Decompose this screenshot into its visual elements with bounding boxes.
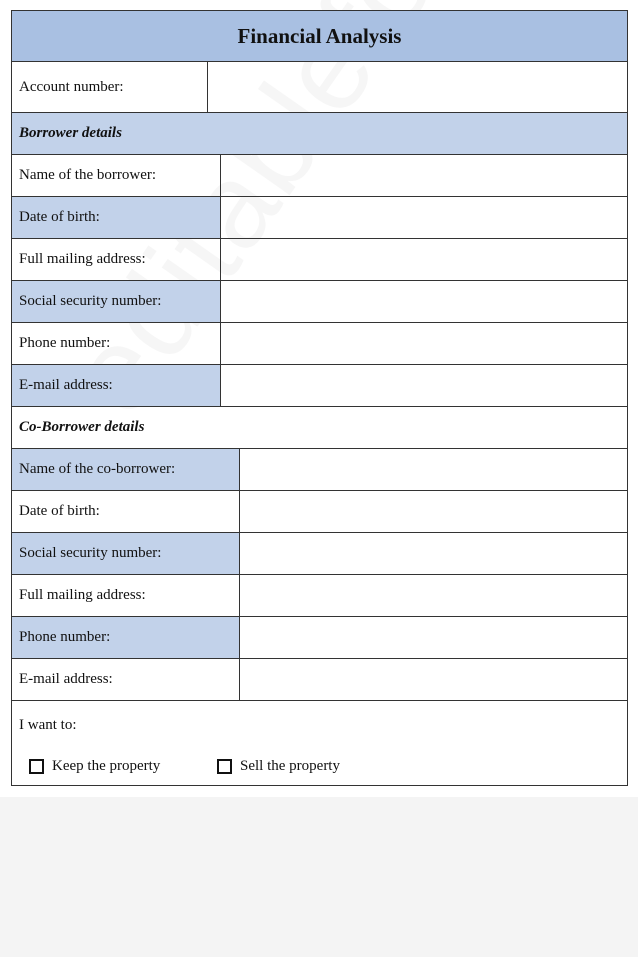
coborrower-row xyxy=(12,491,627,533)
coborrower-ssn-label: Social security number: xyxy=(12,533,240,574)
account-label: Account number: xyxy=(12,62,208,112)
borrower-address-field[interactable] xyxy=(221,239,627,280)
sell-property-label: Sell the property xyxy=(240,758,340,774)
keep-property-label: Keep the property xyxy=(52,758,161,774)
account-number-field[interactable] xyxy=(208,62,627,112)
borrower-row xyxy=(12,155,627,197)
borrower-row xyxy=(12,197,627,239)
coborrower-row xyxy=(12,659,627,701)
coborrower-name-label: Name of the co-borrower: xyxy=(12,449,240,490)
keep-property-checkbox[interactable] xyxy=(29,759,44,774)
borrower-section-title: Borrower details xyxy=(19,125,122,141)
borrower-ssn-field[interactable] xyxy=(221,281,627,322)
borrower-phone-label: Phone number: xyxy=(12,323,221,364)
coborrower-phone-label: Phone number: xyxy=(12,617,240,658)
sell-property-checkbox[interactable] xyxy=(217,759,232,774)
borrower-ssn-label: Social security number: xyxy=(12,281,221,322)
financial-analysis-form xyxy=(11,10,628,786)
coborrower-row xyxy=(12,617,627,659)
borrower-email-label: E-mail address: xyxy=(12,365,221,406)
coborrower-email-label: E-mail address: xyxy=(12,659,240,700)
keep-property-option[interactable] xyxy=(29,758,160,775)
borrower-dob-label: Date of birth: xyxy=(12,197,221,238)
borrower-row xyxy=(12,365,627,407)
borrower-row xyxy=(12,323,627,365)
intent-label: I want to: xyxy=(19,717,77,733)
coborrower-row xyxy=(12,533,627,575)
borrower-address-label: Full mailing address: xyxy=(12,239,221,280)
coborrower-section-header xyxy=(12,407,627,449)
coborrower-address-label: Full mailing address: xyxy=(12,575,240,616)
borrower-row xyxy=(12,239,627,281)
sell-property-option[interactable] xyxy=(217,758,340,775)
borrower-name-field[interactable] xyxy=(221,155,627,196)
borrower-email-field[interactable] xyxy=(221,365,627,406)
coborrower-address-field[interactable] xyxy=(240,575,627,616)
coborrower-name-field[interactable] xyxy=(240,449,627,490)
coborrower-dob-label: Date of birth: xyxy=(12,491,240,532)
borrower-section-header xyxy=(12,113,627,155)
form-title: Financial Analysis xyxy=(12,11,627,62)
coborrower-row xyxy=(12,449,627,491)
coborrower-dob-field[interactable] xyxy=(240,491,627,532)
coborrower-row xyxy=(12,575,627,617)
coborrower-phone-field[interactable] xyxy=(240,617,627,658)
coborrower-ssn-field[interactable] xyxy=(240,533,627,574)
borrower-row xyxy=(12,281,627,323)
borrower-dob-field[interactable] xyxy=(221,197,627,238)
borrower-name-label: Name of the borrower: xyxy=(12,155,221,196)
account-row xyxy=(12,62,627,113)
coborrower-section-title: Co-Borrower details xyxy=(19,419,145,435)
intent-section xyxy=(12,701,627,785)
borrower-phone-field[interactable] xyxy=(221,323,627,364)
coborrower-email-field[interactable] xyxy=(240,659,627,700)
